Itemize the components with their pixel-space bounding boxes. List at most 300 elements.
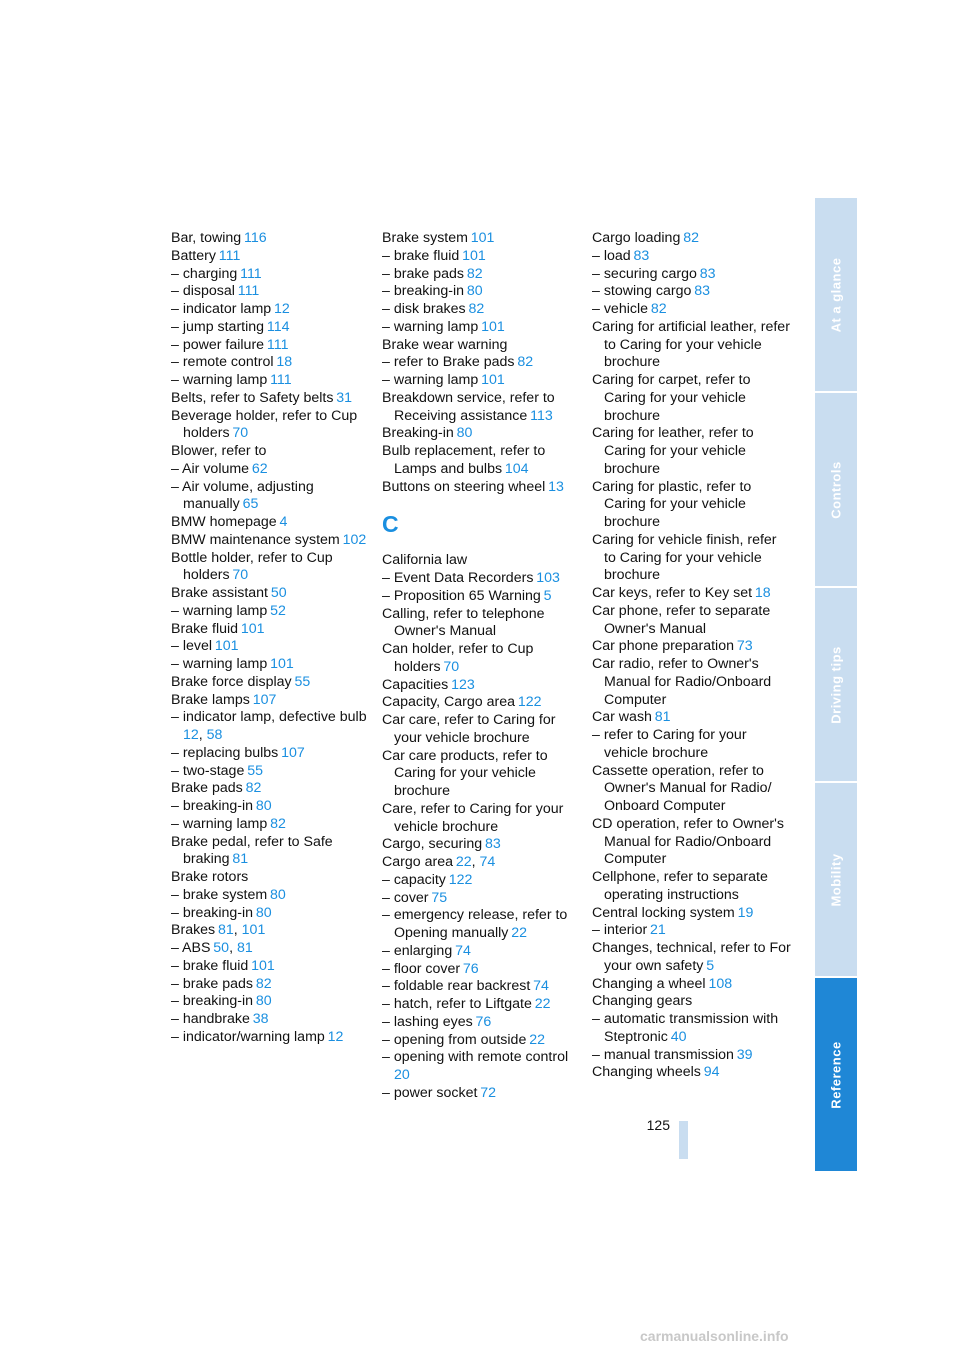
index-term: – Proposition 65 Warning [382, 587, 541, 604]
page-link[interactable]: 18 [754, 585, 771, 601]
index-entry [382, 677, 582, 695]
index-term: – refer to Brake pads [382, 354, 515, 371]
page-link[interactable]: 82 [468, 301, 485, 317]
tab-mobility[interactable] [815, 783, 857, 978]
index-entry [171, 692, 371, 710]
index-entry [382, 390, 582, 426]
page-link[interactable]: 94 [703, 1064, 720, 1081]
page-link[interactable]: 22 [529, 1031, 545, 1048]
index-entry [382, 748, 582, 801]
index-term: – warning lamp [171, 815, 268, 832]
page-number-bar [679, 1121, 688, 1159]
index-entry [592, 940, 792, 976]
index-entry [592, 993, 792, 1011]
page-number: 125 [646, 1117, 670, 1133]
index-term: Brake pedal, refer to Safe braking [171, 833, 333, 868]
page-link[interactable]: 80 [255, 993, 272, 1010]
index-term: – power socket [382, 1084, 478, 1101]
index-entry [171, 780, 371, 798]
index-entry [171, 230, 371, 248]
page-link[interactable]: 116 [244, 230, 267, 246]
index-term: Capacity, Cargo area [382, 694, 516, 711]
index-entry [171, 674, 371, 692]
index-entry [382, 1085, 582, 1103]
index-entry [592, 1047, 792, 1065]
index-term: – indicator/warning lamp [171, 1028, 325, 1045]
tab-controls[interactable] [815, 393, 857, 588]
page-link[interactable]: 12 [274, 301, 290, 317]
index-entry [171, 887, 371, 905]
index-entry [171, 461, 371, 479]
index-term: – brake system [171, 886, 268, 903]
index-entry [171, 266, 371, 284]
tab-at-a-glance[interactable] [815, 198, 857, 393]
page-link[interactable]: 18 [276, 354, 293, 371]
index-term: Changing gears [592, 993, 693, 1010]
index-entry [382, 266, 582, 284]
page-link[interactable]: 101 [270, 656, 294, 672]
page-link[interactable]: 72 [480, 1084, 497, 1101]
index-entry [171, 869, 371, 887]
index-term: Car care products, refer to Caring for your vehicle brochure [382, 747, 548, 799]
tab-label: Driving tips [828, 645, 844, 724]
index-term: – foldable rear backrest [382, 978, 531, 995]
index-term: – lashing eyes [382, 1013, 473, 1030]
index-entry [382, 1049, 582, 1085]
index-term: – jump starting [171, 318, 265, 335]
index-entry [592, 763, 792, 816]
page-link[interactable]: 80 [466, 283, 483, 300]
page-link[interactable]: 31 [336, 389, 353, 406]
page-link[interactable]: 80 [255, 798, 272, 814]
index-term: – refer to Caring for your vehicle brochure [592, 727, 747, 761]
index-entry [382, 836, 582, 854]
index-term: – two-stage [171, 762, 245, 779]
index-term: Central locking system [592, 904, 735, 921]
index-entry [592, 1064, 792, 1082]
index-term: – indicator lamp, defective bulb [171, 709, 367, 726]
index-entry [592, 656, 792, 709]
side-tabs [815, 198, 857, 1173]
page-link[interactable]: 21 [650, 922, 666, 939]
index-term: Car radio, refer to Owner's Manual for Radio/Onboard Computer [592, 656, 772, 708]
page-link[interactable]: 80 [456, 425, 473, 442]
index-term: Car phone preparation [592, 638, 734, 655]
index-term: – Event Data Recorders [382, 570, 534, 586]
index-entry [382, 694, 582, 712]
index-entry [171, 745, 371, 763]
index-entry [171, 479, 371, 515]
index-term: Care, refer to Caring for your vehicle brochure [382, 800, 564, 835]
index-entry [382, 570, 582, 588]
index-entry [382, 425, 582, 443]
index-entry [382, 641, 582, 677]
index-term: Caring for carpet, refer to Caring for your vehicle brochure [592, 372, 751, 424]
index-entry [592, 283, 792, 301]
index-term: – securing cargo [592, 265, 697, 282]
page-link[interactable]: 74 [455, 942, 471, 959]
index-term: – Air volume [171, 460, 250, 477]
index-term: Car keys, refer to Key set [592, 585, 753, 601]
index-term: Cassette operation, refer to Owner's Manual for Radio/ Onboard Computer [592, 762, 772, 814]
page-link[interactable]: 81 [654, 709, 671, 726]
index-term: – stowing cargo [592, 283, 692, 300]
page-link[interactable]: 111 [266, 336, 289, 353]
index-term: Brake fluid [171, 620, 239, 637]
index-entry [171, 585, 371, 603]
index-entry [592, 638, 792, 656]
index-term: Changing a wheel [592, 975, 706, 992]
index-term: Caring for leather, refer to Caring for your vehicle brochure [592, 425, 754, 477]
index-entry [592, 727, 792, 763]
index-term: – hatch, refer to Liftgate [382, 996, 532, 1012]
tab-reference[interactable] [815, 978, 857, 1173]
page-link[interactable]: 70 [443, 658, 460, 675]
page-link[interactable]: 4 [279, 514, 288, 530]
page-link[interactable]: 55 [294, 673, 311, 690]
index-term: Breaking-in [382, 425, 454, 442]
index-entry [382, 248, 582, 266]
page-link[interactable]: 19 [737, 904, 754, 921]
index-term: – replacing bulbs [171, 744, 279, 761]
page-link[interactable]: 107 [281, 744, 305, 761]
index-term: Caring for plastic, refer to Caring for your vehicle brochure [592, 478, 752, 530]
index-term: Changing wheels [592, 1064, 701, 1081]
index-entry [171, 248, 371, 266]
index-entry [592, 479, 792, 532]
index-entry [592, 319, 792, 372]
page-link[interactable]: 38 [252, 1011, 269, 1027]
index-entry [171, 993, 371, 1011]
page-link[interactable]: 76 [475, 1013, 492, 1030]
index-term: Car wash [592, 709, 652, 726]
index-entry [592, 532, 792, 585]
index-term: Bulb replacement, refer to Lamps and bulbs [382, 443, 546, 477]
index-entry [382, 996, 582, 1014]
index-entry [382, 606, 582, 642]
index-term: Cargo area [382, 854, 453, 870]
index-entry [382, 1014, 582, 1032]
page-link[interactable]: 107 [252, 691, 277, 708]
index-term: – brake fluid [171, 957, 249, 974]
index-term: – remote control [171, 354, 274, 371]
watermark: carmanualsonline.info [640, 1328, 789, 1344]
tab-label: Mobility [828, 852, 844, 907]
index-entry [171, 905, 371, 923]
index-term: – charging [171, 265, 238, 282]
index-entry [592, 425, 792, 478]
index-entry [171, 603, 371, 621]
index-entry [382, 712, 582, 748]
index-entry: Cargo area 22, 74 [382, 854, 496, 870]
index-column-2 [382, 230, 582, 1103]
index-term: – breaking-in [382, 283, 465, 300]
index-entry [592, 976, 792, 994]
index-term: – indicator lamp [171, 301, 272, 317]
page-link[interactable]: 70 [232, 567, 249, 584]
index-term: – brake pads [171, 975, 254, 992]
page-link[interactable]: 101 [481, 372, 505, 388]
index-entry [382, 890, 582, 908]
index-entry [382, 283, 582, 301]
index-entry [171, 354, 371, 372]
page-link[interactable]: 70 [232, 425, 249, 442]
index-entry [382, 230, 582, 248]
index-entry [592, 248, 792, 266]
index-entry [382, 907, 582, 943]
index-entry [171, 798, 371, 816]
page-link[interactable]: 82 [683, 230, 699, 246]
index-entry [382, 443, 582, 479]
index-term: – cover [382, 889, 429, 906]
tab-label: Controls [828, 460, 844, 519]
index-entry [592, 816, 792, 869]
page-link[interactable]: 83 [694, 283, 710, 300]
index-entry [171, 550, 371, 586]
index-entry [592, 585, 792, 603]
page-link[interactable]: 82 [245, 780, 262, 797]
index-term: – enlarging [382, 942, 453, 959]
page-link[interactable]: 13 [548, 478, 564, 495]
page-link[interactable]: 50 [213, 940, 230, 956]
page-link[interactable]: 81 [218, 922, 234, 939]
page-link[interactable]: 52 [270, 602, 286, 619]
index-entry [592, 869, 792, 905]
index-term: BMW maintenance system [171, 531, 340, 548]
index-term: Brake pads [171, 780, 243, 797]
index-term: – opening with remote control [382, 1049, 569, 1066]
index-entry [171, 514, 371, 532]
page-link[interactable]: 12 [327, 1028, 344, 1045]
page-link[interactable]: 22 [455, 854, 472, 870]
page-link[interactable]: 111 [237, 283, 260, 300]
page-link[interactable]: 101 [241, 922, 266, 939]
index-term: Cargo, securing [382, 836, 483, 853]
index-term: – handbrake [171, 1011, 250, 1027]
index-term: – level [171, 638, 213, 655]
index-term: – vehicle [592, 301, 648, 317]
index-entry [382, 588, 582, 606]
page-link[interactable]: 22 [534, 996, 551, 1012]
page-link[interactable]: 82 [517, 354, 534, 371]
index-entry [592, 301, 792, 319]
index-term: Cargo loading [592, 230, 681, 246]
index-entry [382, 961, 582, 979]
page-link[interactable]: 81 [232, 851, 249, 868]
index-term: Blower, refer to [171, 443, 267, 459]
index-entry: – ABS 50, 81 [171, 940, 253, 956]
page-link[interactable]: 58 [206, 727, 223, 743]
index-term: Brake system [382, 230, 468, 246]
index-term: Brake force display [171, 673, 292, 690]
page-link[interactable]: 83 [699, 265, 716, 282]
page-link[interactable]: 55 [247, 762, 263, 779]
index-entry [171, 532, 371, 550]
index-term: Bottle holder, refer to Cup holders [171, 549, 333, 584]
index-term: Brakes [171, 922, 216, 939]
index-entry [171, 621, 371, 639]
index-entry [171, 337, 371, 355]
index-term: – Air volume, adjusting manually [171, 478, 314, 513]
page-link[interactable]: 82 [466, 265, 483, 282]
index-term: – warning lamp [382, 318, 479, 335]
tab-driving-tips[interactable] [815, 588, 857, 783]
index-entry [382, 301, 582, 319]
page-link[interactable]: 5 [706, 957, 715, 974]
page-link[interactable]: 39 [736, 1046, 753, 1063]
page-link[interactable]: 104 [504, 460, 529, 477]
index-term: – manual transmission [592, 1046, 734, 1063]
index-term: Belts, refer to Safety belts [171, 389, 334, 406]
page-link[interactable]: 74 [479, 854, 496, 870]
index-entry [382, 1032, 582, 1050]
page-link[interactable]: 122 [517, 694, 542, 711]
index-term: Can holder, refer to Cup holders [382, 641, 534, 675]
page-link[interactable]: 113 [530, 407, 553, 424]
index-term: – warning lamp [382, 372, 479, 388]
index-entry [382, 372, 582, 390]
index-entry [592, 372, 792, 425]
page-link[interactable]: 114 [266, 318, 290, 335]
index-term: – disk brakes [382, 301, 466, 317]
index-entry [382, 801, 582, 837]
page-link[interactable]: 111 [218, 247, 241, 264]
index-term: Car phone, refer to separate Owner's Manual [592, 602, 771, 637]
page-link[interactable]: 101 [462, 247, 486, 264]
index-column-3 [592, 230, 792, 1082]
page-link[interactable]: 22 [511, 925, 527, 941]
page-link[interactable]: 111 [240, 265, 262, 282]
page-link[interactable]: 82 [650, 301, 667, 317]
page-link[interactable]: 20 [394, 1067, 410, 1083]
index-term: – disposal [171, 283, 235, 300]
index-term: – opening from outside [382, 1031, 527, 1048]
page-link[interactable]: 111 [270, 372, 292, 388]
index-term: Brake wear warning [382, 336, 508, 353]
page-link[interactable]: 65 [242, 496, 259, 513]
index-term: – breaking-in [171, 904, 254, 921]
page-link[interactable]: 102 [342, 531, 367, 548]
index-term: – interior [592, 922, 648, 939]
page-link[interactable]: 101 [240, 620, 265, 637]
page-link[interactable]: 75 [431, 889, 448, 906]
tab-label: At a glance [828, 257, 844, 332]
index-term: – floor cover [382, 960, 461, 977]
index-term: – warning lamp [171, 656, 268, 672]
index-term: BMW homepage [171, 514, 277, 530]
index-term: – ABS [171, 940, 211, 956]
index-entry [171, 763, 371, 781]
index-entry [382, 354, 582, 372]
index-term: Beverage holder, refer to Cup holders [171, 407, 358, 442]
page-link[interactable]: 12 [183, 727, 199, 743]
index-term: – brake fluid [382, 247, 460, 264]
index-term: Capacities [382, 676, 449, 693]
index-entry [171, 390, 371, 408]
index-entry [171, 1029, 371, 1047]
index-term: Calling, refer to telephone Owner's Manual [382, 605, 545, 640]
index-entry [171, 301, 371, 319]
page-link[interactable]: 101 [214, 638, 239, 655]
index-term: Car care, refer to Caring for your vehicle brochure [382, 712, 556, 746]
index-term: California law [382, 552, 468, 569]
page-link[interactable]: 80 [255, 904, 272, 921]
page-link[interactable]: 81 [236, 940, 253, 956]
page-link[interactable]: 83 [485, 836, 501, 853]
index-entry [382, 872, 582, 890]
index-term: Changes, technical, refer to For your own safety [592, 940, 791, 974]
index-entry: Brakes 81, 101 [171, 922, 266, 939]
page-link[interactable]: 108 [708, 975, 733, 992]
page-link[interactable]: 101 [251, 957, 275, 974]
index-entry [171, 372, 371, 390]
page-link[interactable]: 80 [270, 886, 286, 903]
index-entry [171, 816, 371, 834]
index-entry [171, 319, 371, 337]
page-link[interactable]: 5 [543, 587, 552, 604]
index-term: – power failure [171, 336, 265, 353]
index-term: Caring for vehicle finish, refer to Caring for your vehicle brochure [592, 531, 777, 584]
index-term: Brake rotors [171, 869, 249, 885]
index-entry [382, 943, 582, 961]
index-entry [171, 834, 371, 870]
index-entry [592, 603, 792, 639]
page-link[interactable]: 50 [270, 585, 287, 601]
tab-label: Reference [828, 1040, 844, 1109]
page-link[interactable]: 74 [533, 978, 549, 995]
page-link[interactable]: 82 [270, 815, 286, 832]
page-link[interactable]: 82 [255, 975, 272, 992]
index-entry [382, 978, 582, 996]
index-term: – load [592, 247, 631, 264]
page-link[interactable]: 123 [451, 676, 475, 693]
index-entry [171, 443, 371, 461]
page-link[interactable]: 122 [448, 871, 473, 888]
page-link[interactable]: 76 [462, 960, 479, 977]
index-term: – warning lamp [171, 602, 268, 619]
index-entry [592, 922, 792, 940]
page-link[interactable]: 40 [670, 1028, 687, 1045]
page-link[interactable]: 62 [251, 460, 268, 477]
page-link[interactable]: 101 [481, 318, 505, 335]
index-term: – breaking-in [171, 993, 254, 1010]
page-link[interactable]: 103 [536, 570, 560, 586]
page-link[interactable]: 101 [470, 230, 495, 246]
index-term: – warning lamp [171, 372, 268, 388]
index-entry: – indicator lamp, defective bulb 12, 58 [171, 709, 367, 743]
page-link[interactable]: 83 [633, 247, 650, 264]
index-term: CD operation, refer to Owner's Manual for Radio/Onboard Computer [592, 815, 784, 868]
section-heading: C [382, 511, 399, 538]
index-term: – automatic transmission with Steptronic [592, 1011, 779, 1045]
index-term: Breakdown service, refer to Receiving assistance [382, 389, 555, 424]
index-entry [382, 479, 582, 497]
index-term: Buttons on steering wheel [382, 478, 546, 495]
index-entry [592, 230, 792, 248]
index-term: – capacity [382, 871, 446, 888]
index-entry [592, 905, 792, 923]
index-entry [171, 958, 371, 976]
index-entry [592, 1011, 792, 1047]
index-column-1 [171, 230, 371, 1047]
index-term: – brake pads [382, 265, 465, 282]
index-entry [171, 638, 371, 656]
index-entry [382, 319, 582, 337]
index-term: Caring for artificial leather, refer to Caring for your vehicle brochure [592, 318, 790, 371]
page-link[interactable]: 73 [736, 638, 753, 655]
index-entry [592, 266, 792, 284]
index-entry [171, 408, 371, 444]
